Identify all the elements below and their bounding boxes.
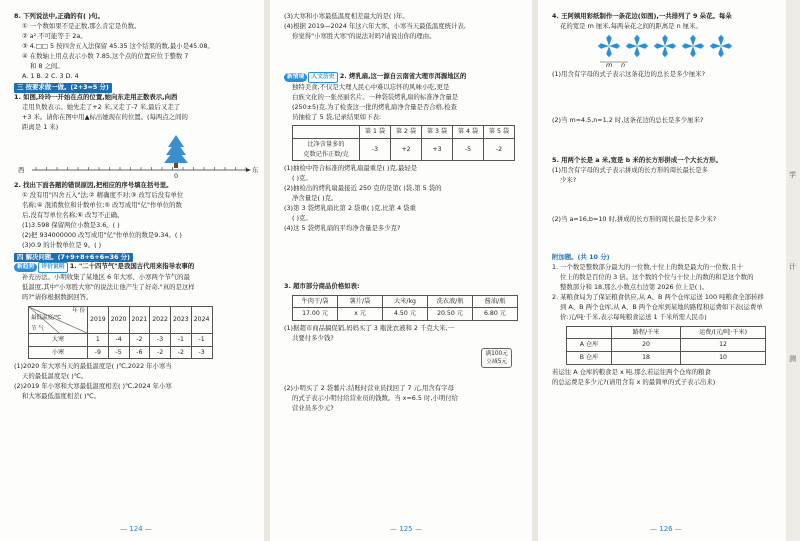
cell: -5 — [108, 346, 129, 359]
bag-col: 第 2 袋 — [391, 126, 422, 139]
freight-col: 运费/(元/吨·千米) — [681, 326, 766, 339]
answer-space — [552, 126, 776, 156]
p2-q2-sub3b: ( )克。 — [292, 213, 312, 222]
q41-sub2b: 和大寒最低温度相差( )℃。 — [22, 392, 101, 401]
q8-stem: 8. 下列说法中,正确的有( )句。 — [14, 12, 104, 20]
flower-border-figure — [552, 32, 776, 70]
promo-area — [284, 344, 522, 384]
tag-new-context: 新情境 — [284, 73, 307, 82]
bags-blank — [293, 126, 360, 139]
cell: 6.80 元 — [473, 308, 518, 321]
page-number: — 125 — — [390, 525, 422, 534]
q1-line3: +3 米。请你在图中用▲标出她现在的位置。(每两点之间的 — [22, 113, 188, 122]
bags-row-label — [293, 139, 360, 161]
bags-table — [292, 125, 515, 161]
section-3-title — [14, 83, 254, 93]
q41-sub1b: 天的最低温度是( )℃。 — [22, 372, 88, 381]
cell: +3 — [422, 139, 453, 161]
ex2-sub2: 的总运费是多少元?(请用含有 x 的最简单的式子表示出来) — [552, 377, 716, 386]
flower-icon — [710, 35, 732, 57]
q1-line1: 1. 如图,玲玲一开始在点的位置,她向东走用正数表示,向西 — [14, 93, 178, 102]
corner-temp: 最低温度/℃ — [31, 315, 62, 322]
ex1-line1: 1. 一个数是整数部分最大的一位数,十位上的数是最大的一位数,且十 — [552, 263, 744, 272]
goods-col: 牛肉干/袋 — [293, 295, 338, 308]
page-number-value: 124 — [129, 525, 143, 534]
goods-col: 酱油/瓶 — [473, 295, 518, 308]
p2-q2-sub3: (3)第 3 袋烤乳扇比第 2 袋重( )克,比第 4 袋重 — [284, 203, 416, 212]
cell: 18 — [612, 352, 681, 365]
p2-q2-line5: 员抽检了 5 袋,记录结果如下表: — [292, 112, 382, 121]
q8-opt4: ④ 在数轴上用点表示小数 7.85,这个点的位置应位于整数 7 — [22, 51, 189, 60]
p2-q3-sub1b: 共要付多少钱? — [292, 333, 334, 342]
page-126 — [538, 0, 786, 541]
q41-text1: 1. "二十四节气"是我国古代用来指导农事的 — [69, 262, 195, 271]
n-label: n — [621, 60, 626, 69]
p2-q3-sub2c: 营业员多少元? — [292, 403, 334, 412]
ex2-sub1: 若运往 A 仓库的粮食是 x 吨,那么若运往两个仓库的粮食 — [552, 367, 711, 376]
tag-new-trend: 新趋势 — [14, 263, 37, 272]
q41-line2: 补充历法。小明收集了某地区 6 年大寒、小寒两个节气的最 — [22, 273, 190, 282]
p2-q2-line3: 白族文化的一张亮丽名片。一种袋装烤乳扇的标准净含量是 — [292, 92, 459, 101]
temperature-table — [28, 306, 213, 359]
q2-line4: 后,没有写单位名称;⑥ 改写不正确。 — [22, 210, 124, 219]
q2-line1: 2. 找出下面各题的错误原因,把相应的序号填在括号里。 — [14, 181, 173, 190]
year-col: 2023 — [171, 307, 192, 334]
side-char: 测 — [789, 355, 796, 363]
p3-q4-sub1: (1)用含有字母的式子表示这条花边的总长是多少厘米? — [552, 69, 706, 78]
p2-q2-sub4: (4)这 5 袋烤乳扇的平均净含量是多少克? — [284, 223, 401, 232]
table-row — [29, 346, 213, 359]
flower-icon — [626, 35, 648, 57]
cell: 10 — [681, 352, 766, 365]
tag-eval: 评价说明 — [38, 262, 67, 273]
cell: -3 — [150, 334, 171, 347]
zero-label: 0 — [174, 172, 179, 181]
page-124 — [0, 0, 264, 541]
flower-icon — [682, 35, 704, 57]
answer-space — [284, 42, 522, 72]
cell: 4.50 元 — [383, 308, 428, 321]
q2-sub2: (2)把 934000000 改写成用"亿"作单位的数是9.34。( ) — [22, 230, 182, 239]
ex2-line1: 2. 某粮食局为了保证粮食供应,从 A、B 两个仓库运送 100 吨粮食全部转移 — [552, 293, 764, 302]
q41-sub1: (1)2020 年大寒当天的最低温度是( )℃,2022 年小寒当 — [14, 362, 172, 371]
cell: -2 — [129, 334, 150, 347]
flower-border-svg — [592, 32, 752, 70]
page-number: — 124 — — [120, 525, 152, 534]
m-label: m — [606, 60, 613, 69]
q41-line1 — [14, 262, 254, 273]
bag-col: 第 5 袋 — [484, 126, 515, 139]
extra-title: 附加题。(共 10 分) — [552, 253, 610, 262]
row-label: 大寒 — [29, 334, 88, 347]
flower-icon — [598, 35, 620, 57]
cell: -2 — [150, 346, 171, 359]
q41-line3: 低温度,其中"小寒胜大寒"的说法让他产生了好奇,"真的是这样 — [22, 283, 195, 292]
cell: -9 — [88, 346, 109, 359]
table-row — [293, 139, 515, 161]
corner-term: 节 气 — [31, 325, 44, 332]
p2-q2-sub2b: 净含量是( )克。 — [292, 194, 338, 203]
p3-q4-line2: 花的宽是 m 厘米,每两朵花之间的距离是 n 厘米。 — [560, 21, 702, 30]
cell: -4 — [108, 334, 129, 347]
q2-line2: ① 没有用"四舍五入"法;② 精确度不对;③ 改写后没有单位 — [22, 190, 184, 199]
freight-corner — [567, 326, 612, 339]
answer-space — [284, 234, 522, 282]
question-8 — [14, 12, 254, 81]
cell: -1 — [191, 334, 212, 347]
p2-q2-line1 — [284, 72, 522, 83]
tag-culture: 人文历史 — [308, 72, 337, 83]
q8-opt1: ① 一个数如果不是正数,那么肯定是负数。 — [22, 21, 141, 30]
number-line-svg — [14, 133, 254, 177]
promo-line2: 立减5元 — [486, 358, 508, 365]
p2-q2-sub2: (2)抽检出的烤乳扇最接近 250 克的是第( )袋,第 5 袋的 — [284, 184, 442, 193]
p2-q2-line4: (250±5)克,为了检查这一批的烤乳扇净含量是否合格,检查 — [292, 102, 457, 111]
q41-line4: 吗?"请你根据数据回答。 — [22, 293, 93, 302]
axis-arrow — [246, 168, 251, 172]
table-row — [29, 334, 213, 347]
bag-col: 第 4 袋 — [453, 126, 484, 139]
page-number-value: 126 — [659, 525, 673, 534]
flowers — [598, 35, 732, 57]
p2-q3-sub1: (1)据超市商品搞促销,妈妈买了 3 瓶洗衣液和 2 千克大米,一 — [284, 323, 454, 332]
ex1-line3: 整数部分和 18,那么小数点右边第 2026 位上是( )。 — [560, 283, 709, 292]
east-label: 东 — [252, 166, 259, 175]
number-line-figure — [14, 133, 259, 181]
q1-line4: 距离是 1 米) — [22, 123, 59, 132]
p2-q2-line2: 独特美食,不仅是大理人民心中难以忘怀的风味小吃,更是 — [292, 82, 450, 91]
cell: -5 — [453, 139, 484, 161]
q2-line3: 名称;④ 混淆数位和计数单位;⑤ 改写成用"亿"作单位的数 — [22, 200, 182, 209]
p2-top1: (3)大寒和小寒最低温度相差最大的是( )年。 — [284, 12, 409, 20]
p3-q4-sub2: (2)当 m=4.5,n=1.2 时,这条花边的总长是多少厘米? — [552, 115, 704, 124]
row-label-a: 比净含量多的 — [307, 141, 345, 149]
p3-q5-sub1b: 少米? — [560, 175, 577, 184]
row-label: B 仓库 — [567, 352, 612, 365]
q8-choices: A. 1 B. 2 C. 3 D. 4 — [22, 71, 79, 80]
q2-sub1: (1)3.598 保留两位小数是3.6。( ) — [22, 220, 120, 229]
row-label-b: 克数记作正数/克 — [303, 150, 349, 158]
goods-table — [292, 295, 518, 321]
year-col: 2019 — [88, 307, 109, 334]
goods-col: 薯片/袋 — [338, 295, 383, 308]
p3-q5-sub1: (1)用含有字母的式子表示拼成的长方形的周长最长是多 — [552, 165, 709, 174]
p3-q5-sub2: (2)当 a=16,b=10 时,拼成的长方形的周长最长是多少米? — [552, 215, 717, 224]
page-125 — [270, 0, 532, 541]
p2-q3: 3. 超市部分商品价格如表: — [284, 281, 360, 290]
goods-col: 大米/kg — [383, 295, 428, 308]
ex1-line2: 位上的数是百位的 3 倍。这个数的个位与十位上的数的和是这个数的 — [560, 273, 754, 282]
cell: 17.00 元 — [293, 308, 338, 321]
q8-opt4-cont: 和 8 之间。 — [30, 61, 64, 70]
p2-q2-sub1: (1)抽检中符合标准的烤乳扇最重是( )克,最轻是 — [284, 164, 418, 173]
goods-col: 洗衣液/瓶 — [428, 295, 473, 308]
page-number-value: 125 — [399, 525, 413, 534]
bag-col: 第 3 袋 — [422, 126, 453, 139]
p2-q3-sub2b: 的式子表示小明付给营业员的钱数。当 x=6.5 时,小明付给 — [292, 393, 458, 402]
tree-icon — [164, 135, 188, 168]
side-char: 学 — [789, 171, 796, 179]
p2-top3: 你觉得"小寒胜大寒"的说法对吗?请说出你的理由。 — [292, 31, 436, 40]
p2-q2-text1: 2. 烤乳扇,这一源自云南省大理市洱源地区的 — [339, 71, 467, 80]
p2-top2: (4)根据 2019—2024 年这六年大寒、小寒当天最低温度统计表, — [284, 21, 466, 30]
cell: -2 — [171, 346, 192, 359]
ex2-line2: 到 A、B 两个仓库,从 A、B 两个仓库到某地的路程和运费如下表(运费单 — [560, 302, 763, 311]
q1-line2: 走用负数表示。她先走了+2 米,又走了-7 米,最后又走了 — [22, 103, 181, 112]
p2-q3-sub2: (2)小明买了 2 袋薯片,结账时营业员找回了 7 元,用含有字母 — [284, 383, 454, 392]
section-4-label: 四 解决问题。(7+9+8+6+6=36 分) — [14, 253, 133, 263]
cell: 12 — [681, 339, 766, 352]
cell: 1 — [88, 334, 109, 347]
freight-col: 路程/千米 — [612, 326, 681, 339]
bag-col: 第 1 袋 — [360, 126, 391, 139]
ex2-line3: 价:元/吨·千米,表示每吨粮食运送 1 千米所需人民币) — [560, 312, 707, 321]
axis-ticks — [36, 167, 246, 170]
table-row — [567, 339, 766, 352]
p3-q4-line1: 4. 王阿姨用彩纸制作一条花边(如图),一共排列了 9 朵花。每朵 — [552, 12, 732, 20]
q2-sub3: (3)0.9 的计数单位是 9。( ) — [22, 240, 102, 249]
year-col: 2024 — [191, 307, 212, 334]
side-strip — [786, 0, 800, 541]
cell: 20.50 元 — [428, 308, 473, 321]
cell: -6 — [129, 346, 150, 359]
flower-icon — [654, 35, 676, 57]
row-label: A 仓库 — [567, 339, 612, 352]
answer-space — [552, 80, 776, 116]
cell: -2 — [484, 139, 515, 161]
page-number: — 126 — — [650, 525, 682, 534]
year-col: 2021 — [129, 307, 150, 334]
q8-opt3: ③ 4.□□ 5 按四舍五入法保留 45.35 这个结果的数,最小是45.08。 — [22, 41, 214, 50]
cell: -1 — [171, 334, 192, 347]
promo-sticker — [481, 348, 512, 368]
year-col: 2022 — [150, 307, 171, 334]
q8-opt2: ② a² 不可能等于 2a。 — [22, 31, 87, 40]
table-row — [567, 352, 766, 365]
answer-space — [552, 225, 776, 253]
cell: -3 — [191, 346, 212, 359]
row-label: 小寒 — [29, 346, 88, 359]
section-4-title — [14, 253, 254, 263]
p3-q5-line1: 5. 用两个长是 a 米,宽是 b 米的长方形拼成一个大长方形。 — [552, 155, 722, 164]
cell: +2 — [391, 139, 422, 161]
promo-line1: 满100元 — [485, 350, 508, 357]
freight-table — [566, 326, 766, 365]
p2-q2-sub1b: ( )克。 — [292, 174, 312, 183]
west-label: 西 — [18, 166, 25, 175]
answer-space — [552, 185, 776, 215]
section-3-label: 三 按要求做一做。(2+3=5 分) — [14, 83, 112, 93]
cell: x 元 — [338, 308, 383, 321]
table-row — [293, 308, 518, 321]
cell: -3 — [360, 139, 391, 161]
cell: 20 — [612, 339, 681, 352]
year-col: 2020 — [108, 307, 129, 334]
table-corner — [29, 307, 88, 334]
corner-year: 年 份 — [72, 308, 85, 315]
q41-sub2: (2)2019 年小寒和大寒最低温度相差( )℃,2024 年小寒 — [14, 382, 172, 391]
side-char: 计 — [789, 263, 796, 271]
